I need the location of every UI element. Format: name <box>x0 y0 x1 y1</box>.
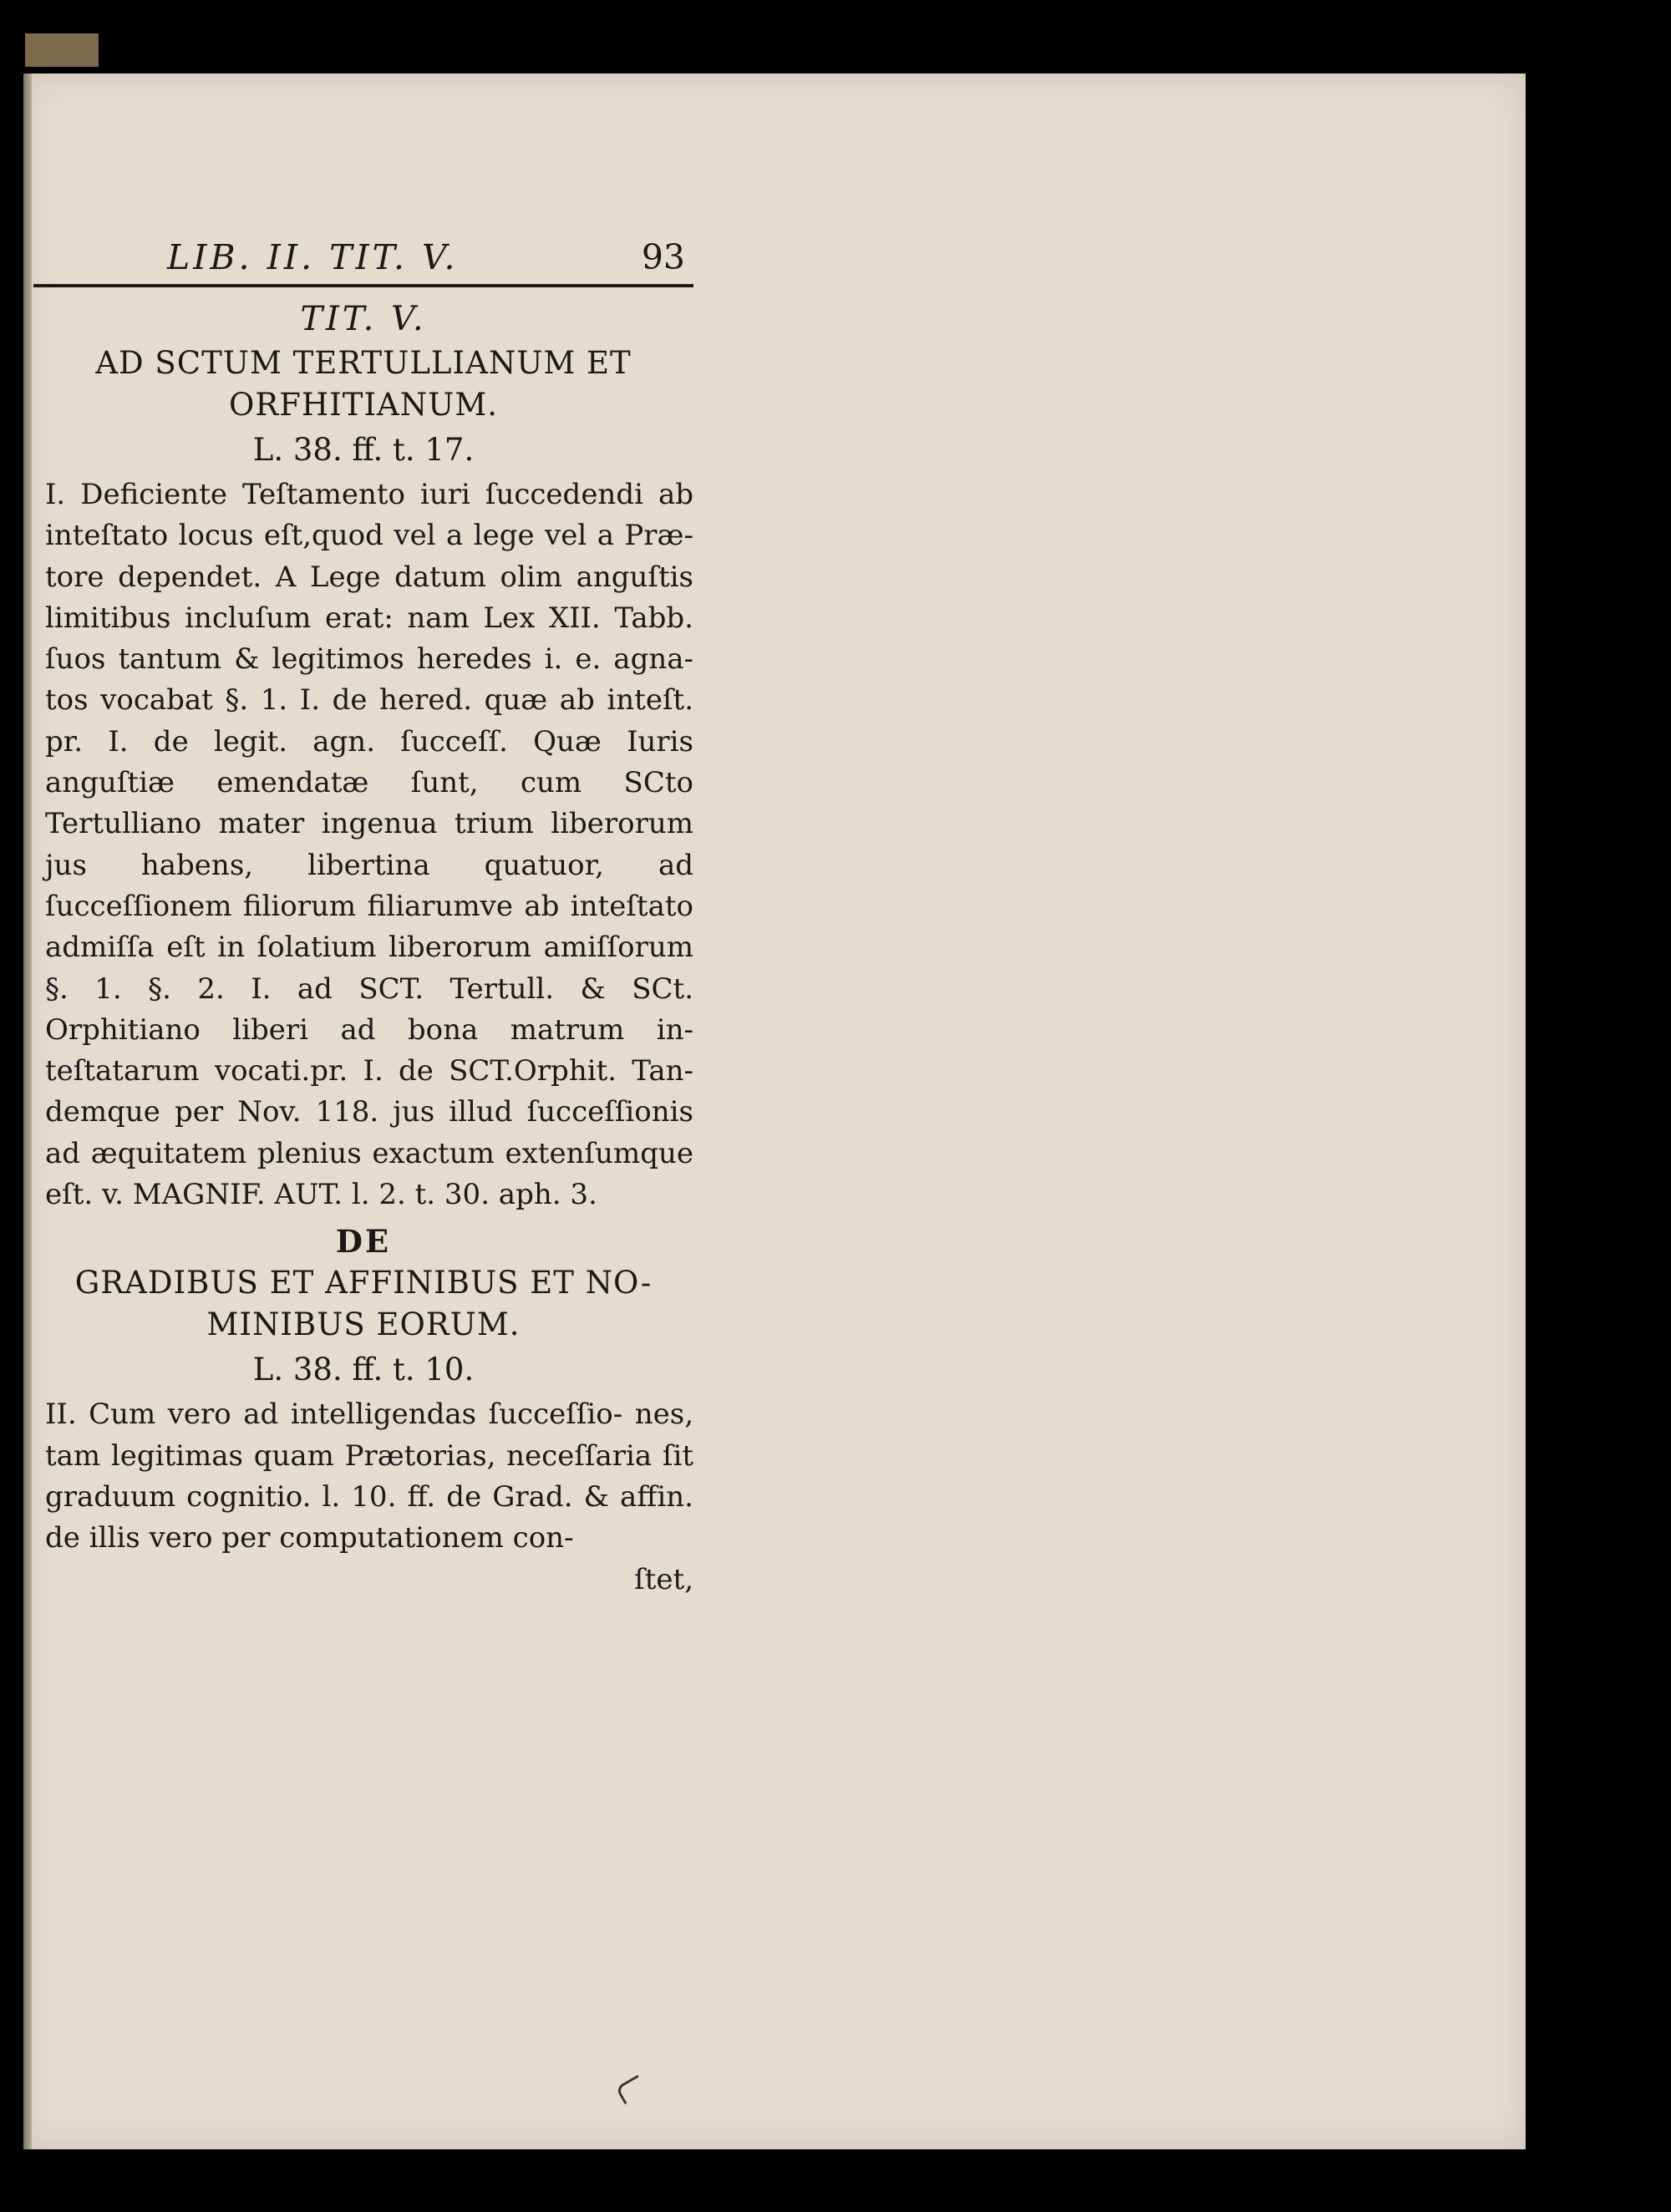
catchword: ſtet, <box>634 1562 693 1596</box>
text-line: limitibus incluſum erat: nam Lex XII. Tabb. <box>45 601 693 635</box>
text-line: I. de legit. agn. ſucceſſ. Quæ Iuris anguſtiæ <box>45 724 693 800</box>
de-heading-line-2: MINIBUS EORUM. <box>206 1306 521 1343</box>
page-text-block <box>33 232 693 1601</box>
page-gutter-edge <box>23 74 32 2149</box>
text-line: SCt. Orphitiano liberi ad bona matrum in- <box>45 972 693 1047</box>
title-reference: L. 38. ff. t. 17. <box>252 432 475 468</box>
header-rule <box>33 284 693 287</box>
text-line: v. MAGNIF. AUT. l. 2. t. 30. aph. 3. <box>102 1178 597 1212</box>
paragraph-1 <box>33 474 693 1215</box>
text-line: II. Cum vero ad intelligendas ſucceſſio- <box>45 1398 623 1432</box>
de-heading: DE <box>335 1223 392 1261</box>
running-head <box>33 232 693 284</box>
text-line: ab inteſtato admiſſa eſt in ſolatium liberorum <box>45 889 693 965</box>
text-line: ſuos tantum & legitimos heredes i. e. agna- <box>45 642 693 677</box>
page-tab-decoration <box>25 33 99 67</box>
page-number: 93 <box>641 237 685 277</box>
text-line: demque per Nov. 118. jus illud ſucceſſionis ad <box>45 1095 693 1170</box>
text-line: affin. de illis vero per computationem con- <box>45 1479 693 1555</box>
paragraph-2 <box>33 1394 693 1559</box>
text-line: ingenua trium liberorum jus habens, libertina <box>45 807 693 882</box>
text-line: æquitatem plenius exactum extenſumque eſt. <box>45 1136 693 1212</box>
text-line: teſtatarum vocati.pr. I. de SCT.Orphit. Tan- <box>45 1054 693 1088</box>
text-line: ſit graduum cognitio. l. 10. ff. de Grad. & <box>45 1438 693 1514</box>
text-line: nes, tam legitimas quam Prætorias, neceſſaria <box>45 1398 694 1473</box>
text-line: amiſſorum §. 1. §. 2. I. ad SCT. Tertull. & <box>45 931 694 1006</box>
title-number: TIT. V. <box>300 300 427 338</box>
running-head-title: LIB. II. TIT. V. <box>167 237 459 277</box>
title-heading-line-1: AD SCTUM TERTULLIANUM ET <box>95 345 632 381</box>
de-reference: L. 38. ff. t. 10. <box>252 1352 475 1388</box>
text-line: tore dependet. A Lege datum olim anguſtis <box>45 560 693 594</box>
text-line: tos vocabat §. 1. I. de hered. quæ ab inteſt. pr. <box>45 683 693 758</box>
text-line: I. Deficiente Teſtamento iuri ſuccedendi <box>45 478 643 511</box>
text-line: ab inteſtato locus eſt,quod vel a lege vel a Præ- <box>45 478 694 553</box>
text-line: quatuor, ad ſucceſſionem filiorum filiarumve <box>45 848 693 923</box>
de-heading-line-1: GRADIBUS ET AFFINIBUS ET NO- <box>74 1265 653 1301</box>
text-line: emendatæ ſunt, cum SCto Tertulliano mater <box>45 766 693 841</box>
title-heading-line-2: ORFHITIANUM. <box>229 387 498 423</box>
